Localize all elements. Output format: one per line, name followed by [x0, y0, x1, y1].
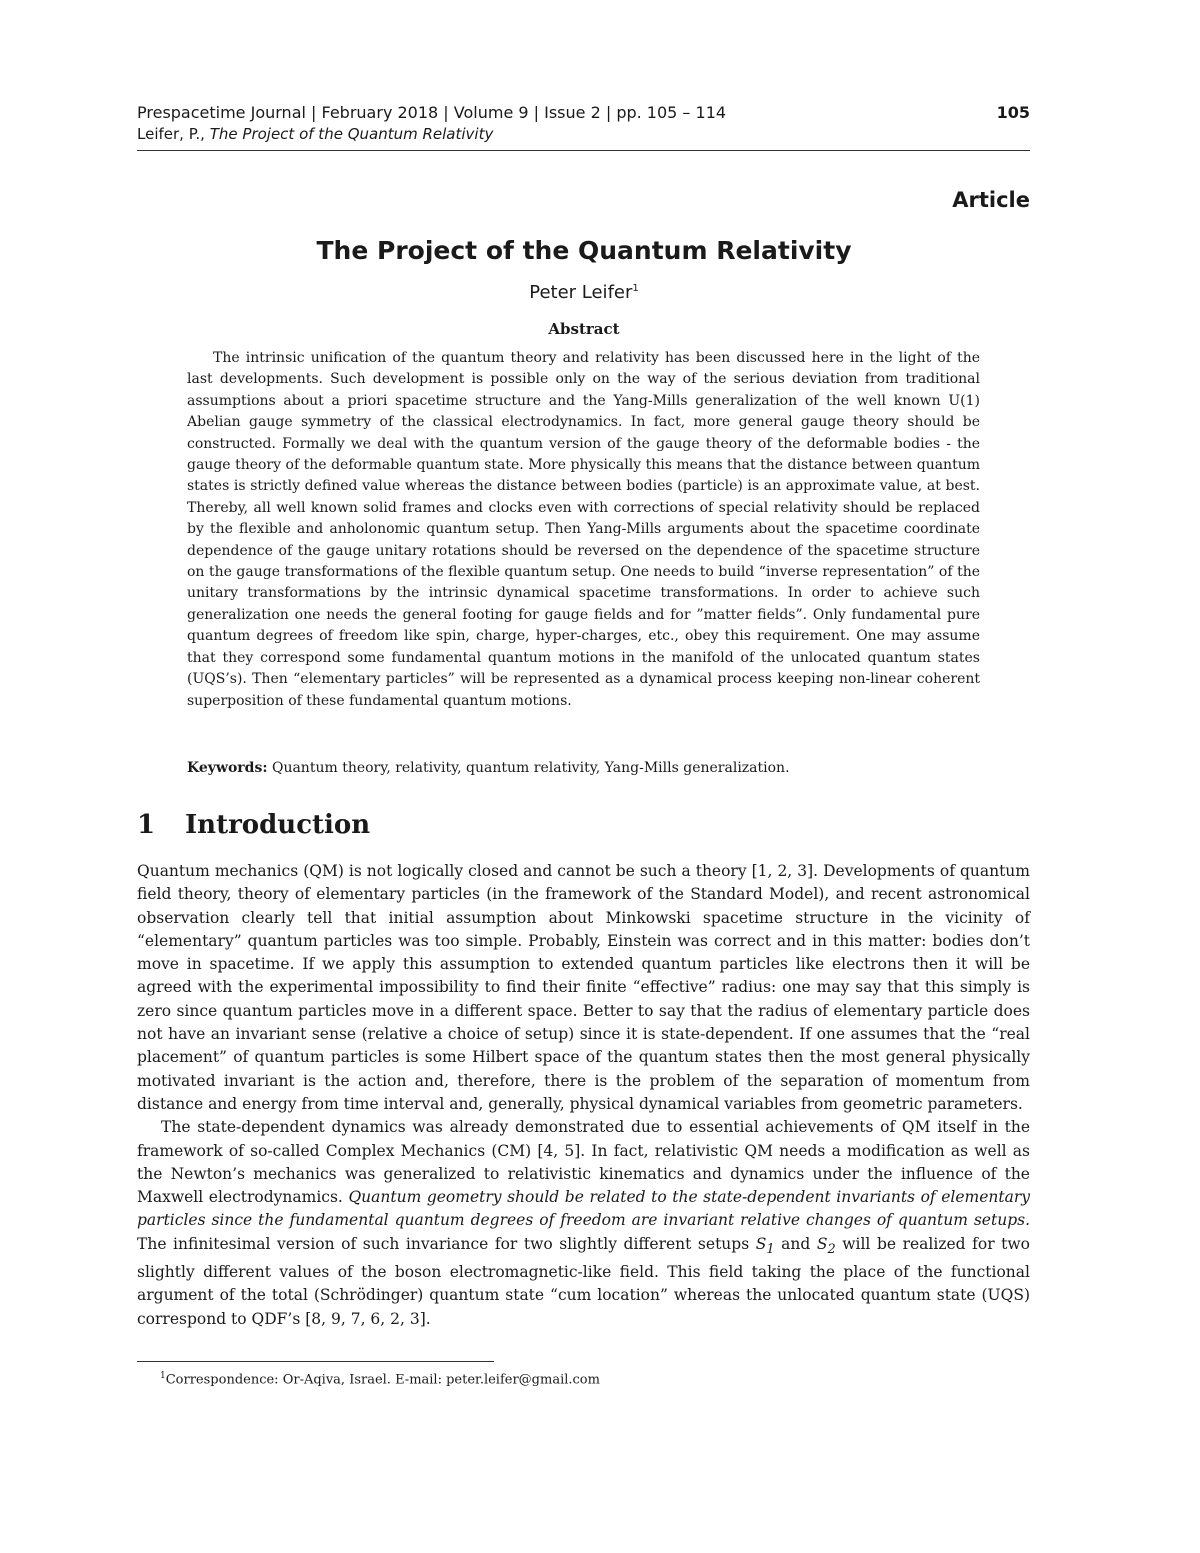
keywords — [187, 758, 980, 778]
running-title — [137, 124, 1030, 144]
page-number: 105 — [996, 103, 1030, 122]
intro-p2-text-a: The state-dependent dynamics was already demonstrated due to essential achievements of QM itself in the framework of so-called Complex Mechanics (CM) [4, 5]. In fact, relativistic QM needs a modification as well as the Newton’s mechanics was generalized to relativistic kinematics and dynamics under the influence of the Maxwell electrodynamics. — [137, 1118, 1030, 1207]
author-line — [0, 282, 1168, 303]
footnote-text: Correspondence: Or-Aqiva, Israel. E-mail: peter.leifer@gmail.com — [165, 1372, 600, 1388]
footnote-mark: 1 — [160, 1371, 166, 1381]
header-rule — [137, 150, 1030, 151]
intro-p2-text-c: will be realized for two slightly different values of the boson electromagnetic-like field. This field taking the place of the functional argument of the total (Schrödinger) quantum state “cum location” whereas the unlocated quantum state (UQS) correspond to QDF’s [8, 9, 7, 6, 2, 3]. — [137, 1234, 1030, 1328]
abstract-text: The intrinsic unification of the quantum theory and relativity has been discussed here in the light of the last developments. Such development is possible only on the way of the serious deviation from traditional assumptions about a priori spacetime structure and the Yang-Mills generalization of the well known U(1) Abelian gauge symmetry of the classical electrodynamics. In fact, more general gauge theory should be constructed. Formally we deal with the quantum version of the gauge theory of the deformable bodies - the gauge theory of the deformable quantum state. More physically this means that the distance between quantum states is strictly defined value whereas the distance between bodies (particle) is an approximate value, at best. Thereby, all well known solid frames and clocks even with corrections of special relativity should be replaced by the flexible and anholonomic quantum setup. Then Yang-Mills arguments about the spacetime coordinate dependence of the gauge unitary rotations should be reversed on the dependence of the spacetime structure on the gauge transformations of the flexible quantum setup. One needs to build “inverse representation” of the unitary transformations by the intrinsic dynamical spacetime transformations. In order to achieve such generalization one needs the general footing for gauge fields and for ”matter fields”. Only fundamental pure quantum degrees of freedom like spin, charge, hyper-charges, etc., obey this requirement. One may assume that they correspond some fundamental quantum motions in the manifold of the unlocated quantum states (UQS’s). Then “elementary particles” will be represented as a dynamical process keeping non-linear coherent superposition of these fundamental quantum motions. — [187, 350, 980, 709]
section-title: Introduction — [185, 810, 371, 840]
intro-paragraph-2 — [137, 1116, 1030, 1331]
footnote-rule — [137, 1361, 494, 1362]
keywords-label: Keywords: — [187, 760, 268, 776]
intro-p2-text-b: The infinitesimal version of such invariance for two slightly different setups — [137, 1234, 750, 1253]
section-heading — [137, 810, 370, 840]
article-type-label: Article — [952, 188, 1030, 212]
footnote — [160, 1367, 600, 1389]
intro-p2-italic: Quantum geometry should be related to the state-dependent invariants of elementary particles since the fundamental quantum degrees of freedom are invariant relative changes of quantum setups. — [137, 1188, 1030, 1230]
introduction-body — [137, 860, 1030, 1331]
paper-title: The Project of the Quantum Relativity — [316, 236, 852, 265]
math-s1: $S_1$ — [755, 1234, 775, 1257]
journal-citation: Prespacetime Journal | February 2018 | Volume 9 | Issue 2 | pp. 105 – 114 — [137, 103, 727, 122]
running-paper-title: The Project of the Quantum Relativity — [209, 125, 494, 143]
abstract-heading: Abstract — [548, 320, 620, 338]
intro-paragraph-1: Quantum mechanics (QM) is not logically closed and cannot be such a theory [1, 2, 3]. Developments of quantum field theory, theory of elementary particles (in the framework of the Standard Model), and recent astronomical observation clearly tell that initial assumption about Minkowski spacetime structure in the vicinity of “elementary” quantum particles was too simple. Probably, Einstein was correct and in this matter: bodies don’t move in spacetime. If we apply this assumption to extended quantum particles like electrons then it will be agreed with the experimental impossibility to find their finite “effective” radius: one may say that this simply is zero since quantum particles move in a different space. Better to say that the radius of elementary particle does not have an invariant sense (relative a choice of setup) since it is state-dependent. If one assumes that the “real placement” of quantum particles is some Hilbert space of the quantum states then the most general physically motivated invariant is the action and, therefore, there is the problem of the separation of momentum from distance and energy from time interval and, generally, physical dynamical variables from geometric parameters. — [137, 862, 1030, 1113]
math-s2: $S_2$ — [816, 1234, 836, 1257]
running-author: Leifer, P., — [137, 125, 205, 143]
author-footnote-mark: 1 — [632, 283, 639, 294]
running-header — [137, 102, 1030, 151]
intro-and: and — [781, 1234, 811, 1253]
author-name: Peter Leifer — [529, 282, 633, 303]
keywords-text: Quantum theory, relativity, quantum relativity, Yang-Mills generalization. — [271, 760, 790, 776]
section-number: 1 — [137, 810, 156, 840]
